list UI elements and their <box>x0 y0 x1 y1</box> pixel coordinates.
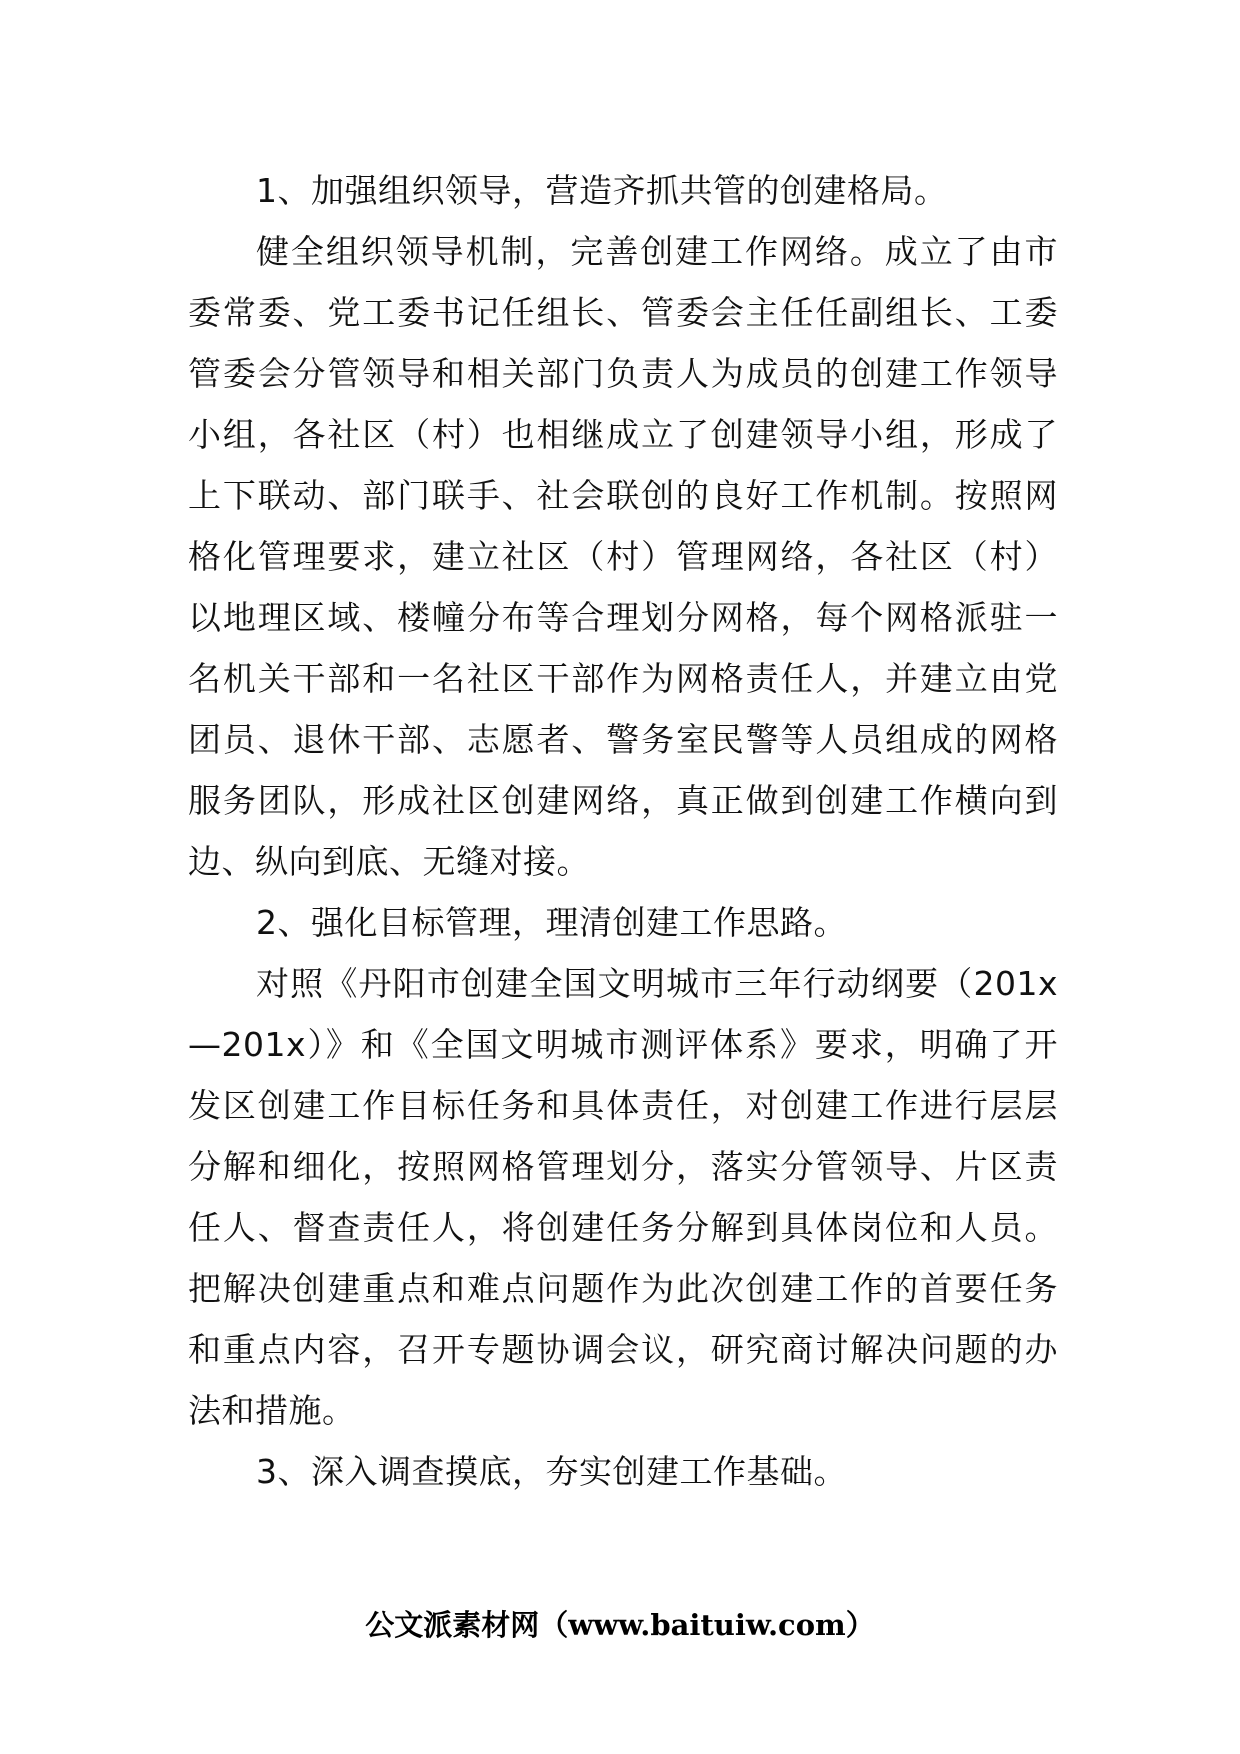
heading-2: 2、强化目标管理，理清创建工作思路。 <box>256 903 847 942</box>
heading-1: 1、加强组织领导，营造齐抓共管的创建格局。 <box>256 171 948 210</box>
footer-watermark: 公文派素材网（www.baituiw.com） <box>365 1608 875 1642</box>
document-body <box>188 160 1058 1502</box>
heading-3: 3、深入调查摸底，夯实创建工作基础。 <box>256 1452 847 1491</box>
paragraph-2: 对照《丹阳市创建全国文明城市三年行动纲要（201x—201x）》和《全国文明城市测评体系》要求，明确了开发区创建工作目标任务和具体责任，对创建工作进行层层分解和细化，按照网格管理划分，落实分管领导、片区责任人、督查责任人，将创建任务分解到具体岗位和人员。把解决创建重点和难点问题作为此次创建工作的首要任务和重点内容，召开专题协调会议，研究商讨解决问题的办法和措施。 <box>188 964 1058 1430</box>
paragraph-1: 健全组织领导机制，完善创建工作网络。成立了由市委常委、党工委书记任组长、管委会主任任副组长、工委管委会分管领导和相关部门负责人为成员的创建工作领导小组，各社区（村）也相继成立了创建领导小组，形成了上下联动、部门联手、社会联创的良好工作机制。按照网格化管理要求，建立社区（村）管理网络，各社区（村）以地理区域、楼幢分布等合理划分网格，每个网格派驻一名机关干部和一名社区干部作为网格责任人，并建立由党团员、退休干部、志愿者、警务室民警等人员组成的网格服务团队，形成社区创建网络，真正做到创建工作横向到边、纵向到底、无缝对接。 <box>188 232 1058 881</box>
